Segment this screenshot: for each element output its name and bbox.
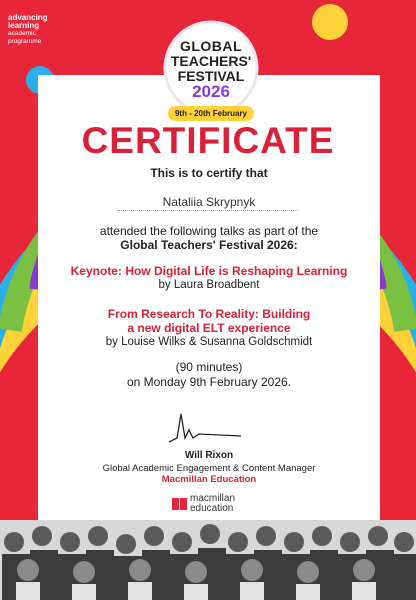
talk-1-speakers: by Laura Broadbent [158, 279, 260, 291]
recipient-underline [118, 210, 298, 211]
advancing-learning-logo: advancing learning academic programme [8, 13, 48, 45]
speakers-group-photo [0, 520, 416, 600]
talk-2-title [38, 307, 380, 335]
certificate-title: CERTIFICATE [81, 120, 335, 161]
duration: (90 minutes) [175, 360, 243, 374]
session-date: on Monday 9th February 2026. [126, 375, 292, 389]
recipient-name: Nataliia Skrypnyk [162, 195, 256, 209]
badge-line-2: TEACHERS' [170, 53, 252, 69]
macmillan-word-2: education [190, 503, 234, 514]
signatory-org: Macmillan Education [161, 474, 257, 485]
attended-line: attended the following talks as part of the [99, 224, 319, 238]
festival-badge [156, 16, 266, 118]
badge-line-1: GLOBAL [179, 38, 243, 54]
talk-1-title: Keynote: How Digital Life is Reshaping Learning [70, 264, 348, 278]
badge-dates: 9th - 20th February [168, 106, 254, 121]
talk-2-title-line-2: a new digital ELT experience [127, 321, 291, 335]
certify-text: This is to certify that [150, 166, 268, 180]
macmillan-mark-icon [172, 496, 188, 512]
signatory-title: Global Academic Engagement & Content Manager [102, 463, 316, 474]
signature [165, 408, 245, 448]
attended-statement [38, 224, 380, 252]
talk-2-title-line-1: From Research To Reality: Building [107, 307, 311, 321]
macmillan-word-1: macmillan [190, 493, 236, 504]
badge-year: 2026 [192, 82, 230, 101]
event-name: Global Teachers' Festival 2026: [120, 238, 298, 252]
signatory-name: Will Rixon [184, 450, 234, 461]
talk-2-speakers: by Louise Wilks & Susanna Goldschmidt [105, 336, 313, 348]
badge-line-3: FESTIVAL [177, 68, 245, 84]
macmillan-logo [172, 494, 262, 514]
